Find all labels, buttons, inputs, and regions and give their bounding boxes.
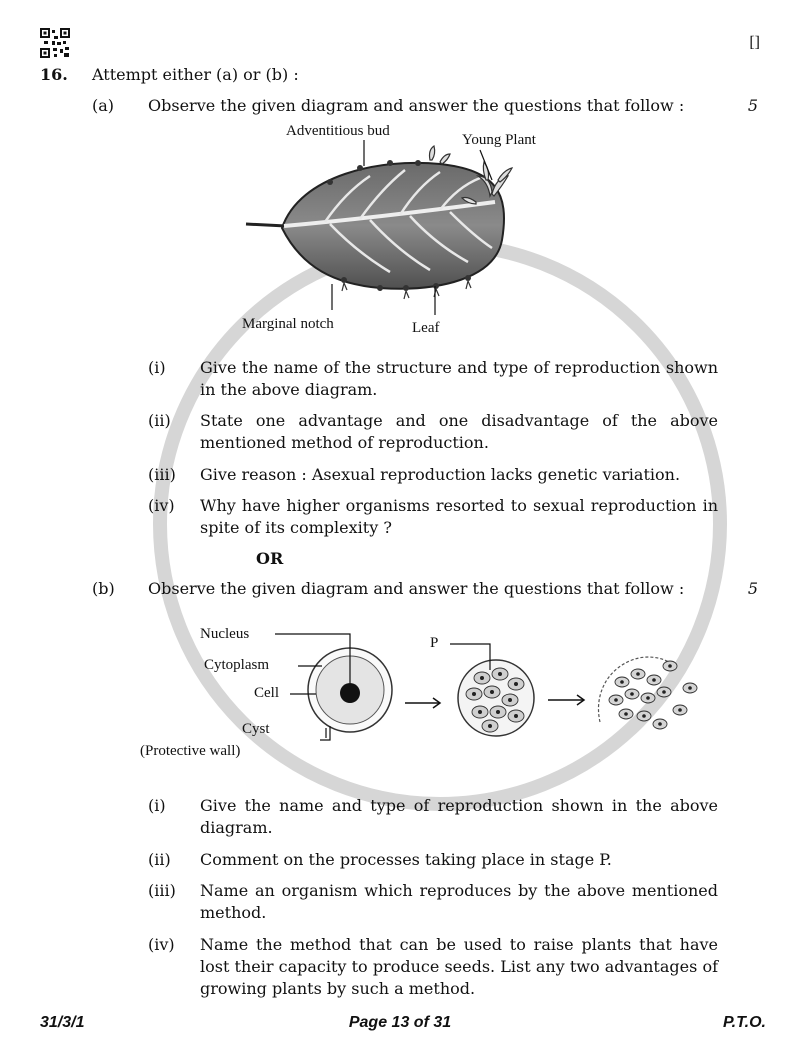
or-label: OR — [256, 549, 284, 568]
label-p: P — [430, 635, 439, 651]
part-b-marks: 5 — [747, 579, 758, 598]
part-b-q4-text: Name the method that can be used to raise plants that have lost their capacity to produce seeds. List any two advantages of growing plants by such a method. — [200, 935, 718, 998]
part-a-q3-text: Give reason : Asexual reproduction lacks genetic variation. — [200, 465, 681, 484]
part-b-stem: Observe the given diagram and answer the questions that follow : — [148, 579, 685, 598]
label-adventitious-bud: Adventitious bud — [286, 123, 390, 139]
label-young-plant: Young Plant — [462, 132, 536, 148]
part-b-q3-num: (iii) — [148, 881, 176, 900]
bryophyllum-leaf-diagram — [240, 120, 580, 345]
arrow-2 — [548, 695, 584, 705]
label-cell: Cell — [254, 685, 279, 701]
label-cyst: Cyst — [242, 721, 270, 737]
qr-code-icon — [40, 28, 70, 58]
part-a-q2-text: State one advantage and one disadvantage of the above mentioned method of reproduction. — [200, 411, 718, 452]
part-b-label: (b) — [92, 579, 115, 598]
label-leaf: Leaf — [412, 320, 440, 336]
arrow-1 — [405, 698, 440, 708]
label-marginal-notch: Marginal notch — [242, 316, 334, 332]
part-b-q1-num: (i) — [148, 796, 166, 815]
part-a-marks: 5 — [747, 96, 758, 115]
part-a-q4-num: (iv) — [148, 496, 175, 515]
part-a-q2-num: (ii) — [148, 411, 171, 430]
part-a-q4-text: Why have higher organisms resorted to sexual reproduction in spite of its complexity ? — [200, 496, 718, 537]
stage-p — [450, 644, 534, 736]
part-a-q3-num: (iii) — [148, 465, 176, 484]
multiple-fission-diagram — [260, 618, 720, 758]
marks-box: [] — [749, 34, 760, 51]
footer-pto: P.T.O. — [723, 1014, 766, 1031]
part-a-q1-text: Give the name of the structure and type of reproduction shown in the above diagram. — [200, 358, 718, 399]
part-b-q2-text: Comment on the processes taking place in stage P. — [200, 850, 612, 869]
label-nucleus: Nucleus — [200, 626, 250, 642]
label-cytoplasm: Cytoplasm — [204, 657, 270, 673]
part-a-q1-num: (i) — [148, 358, 166, 377]
question-instruction: Attempt either (a) or (b) : — [92, 65, 299, 84]
part-a-stem: Observe the given diagram and answer the questions that follow : — [148, 96, 685, 115]
part-b-q3-text: Name an organism which reproduces by the above mentioned method. — [200, 881, 718, 922]
daughter-cells — [598, 657, 697, 729]
part-b-q4-num: (iv) — [148, 935, 175, 954]
part-b-q1-text: Give the name and type of reproduction shown in the above diagram. — [200, 796, 718, 837]
part-b-q2-num: (ii) — [148, 850, 171, 869]
label-protective-wall: (Protective wall) — [140, 743, 241, 759]
question-number: 16. — [40, 65, 68, 84]
part-a-label: (a) — [92, 96, 115, 115]
footer-code: 31/3/1 — [40, 1014, 85, 1031]
footer-page: Page 13 of 31 — [348, 1014, 452, 1031]
leaf-petiole — [246, 224, 286, 226]
